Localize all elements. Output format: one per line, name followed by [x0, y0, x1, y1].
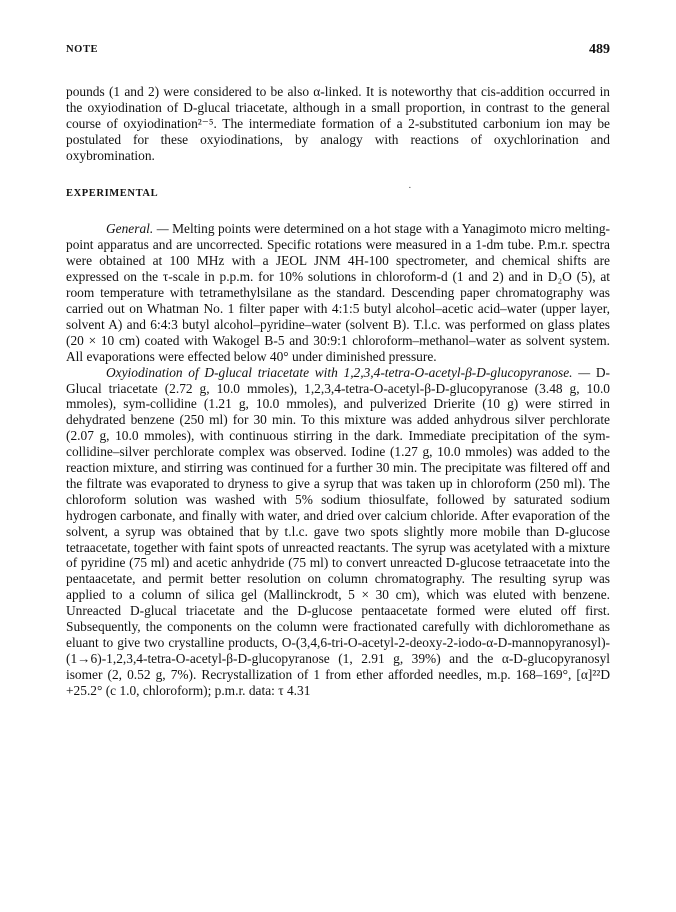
running-title: NOTE — [66, 44, 99, 55]
general-run-head: General. — — [106, 221, 169, 237]
section-heading: EXPERIMENTAL — [66, 187, 159, 199]
stray-dot: · — [408, 182, 412, 194]
oxyiodination-run-head: Oxyiodination of D-glucal triacetate with 1,2,3,4-tetra-O-acetyl-β-D-glucopyranose. — — [106, 364, 591, 380]
general-paragraph — [66, 221, 610, 364]
body-text — [66, 84, 610, 699]
intro-paragraph: pounds (1 and 2) were considered to be also α-linked. It is noteworthy that cis-addition occurred in the oxyiodination of D-glucal triacetate, although in a small proportion, in contrast to the general course of oxyiodination²⁻⁵. The intermediate formation of a 2-substituted carbonium ion may be postulated for these oxyiodinations, by analogy with reactions of oxychlorination and oxybromination. — [66, 84, 610, 163]
general-text: Melting points were determined on a hot stage with a Yanagimoto micro melting-point apparatus and are uncorrected. Specific rotations were measured in a 1-dm tube. P.m.r. spectra were obtained at 100 MHz with a JEOL JNM 4H-100 spectrometer, and chemical shifts are expressed on the τ-scale in p.p.m. for 10% solutions in chloroform-d (1 and 2) and in D₂O (5), at room temperature with tetramethylsilane as the standard. Descending paper chromatography was carried out on Whatman No. 1 filter paper with 4:1:5 butyl alcohol–acetic acid–water (upper layer, solvent A) and 6:4:3 butyl alcohol–pyridine–water (solvent B). T.l.c. was performed on glass plates (20 × 10 cm) coated with Wakogel B-5 and 30:9:1 chloroform–methanol–water as solvent system. All evaporations were effected below 40° under diminished pressure. — [66, 221, 610, 364]
oxyiodination-paragraph — [66, 365, 610, 699]
running-head — [66, 44, 610, 64]
oxyiodination-text: D-Glucal triacetate (2.72 g, 10.0 mmoles), 1,2,3,4-tetra-O-acetyl-β-D-glucopyranose (3.48 g, 10.0 mmoles), sym-collidine (1.21 g, 10.0 mmoles), and pulverized Drierite (10 g) were stirred in dehydrated benzene (250 ml) for 30 min. To this mixture was added anhydrous silver perchlorate (2.07 g, 10.0 mmoles), with continuous stirring in the dark. Immediate precipitation of the sym-collidine–silver perchlorate complex was observed. Iodine (1.27 g, 10.0 mmoles) was added to the reaction mixture, and stirring was continued for a further 30 min. The precipitate was filtered off and the filtrate was evaporated to dryness to give a syrup that was taken up in chloroform (250 ml). The chloroform solution was washed with 5% sodium thiosulfate, followed by saturated sodium hydrogen carbonate, and finally with water, and dried over calcium chloride. After evaporation of the solvent, a syrup was obtained that by t.l.c. gave two spots slightly more mobile than D-glucose tetraacetate, together with faint spots of unreacted reactants. The syrup was acetylated with a mixture of pyridine (75 ml) and acetic anhydride (75 ml) to convert unreacted D-glucose tetraacetate into the pentaacetate, and permit better resolution on column chromatography. The resulting syrup was applied to a column of silica gel (Mallinckrodt, 5 × 30 cm), which was eluted with benzene. Unreacted D-glucal triacetate and the D-glucose pentaacetate formed were eluted off first. Subsequently, the components on the column were fractionated carefully with dichloromethane as eluant to give two crystalline products, O-(3,4,6-tri-O-acetyl-2-deoxy-2-iodo-α-D-mannopyranosyl)-(1→6)-1,2,3,4-tetra-O-acetyl-β-D-glucopyranose (1, 2.91 g, 39%) and the α-D-glucopyranosyl isomer (2, 0.52 g, 7%). Recrystallization of 1 from ether afforded needles, m.p. 168–169°, [α]²²D +25.2° (c 1.0, chloroform); p.m.r. data: τ 4.31 — [66, 364, 610, 698]
page-number: 489 — [589, 42, 610, 57]
